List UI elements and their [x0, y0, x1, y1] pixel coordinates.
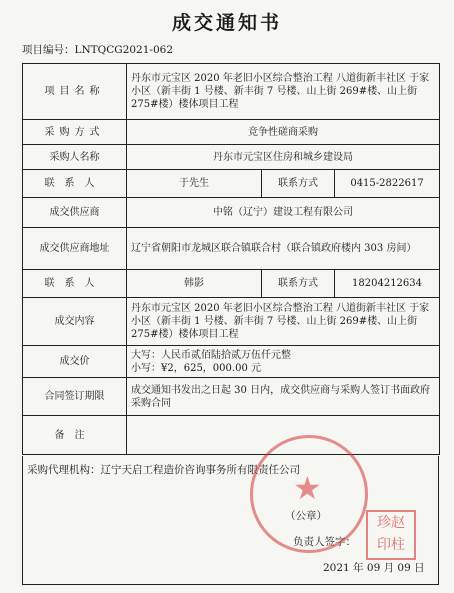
supplier-address-label: 成交供应商地址: [23, 228, 127, 270]
phone-label: 联系方式: [262, 170, 335, 198]
table-row: [23, 416, 440, 455]
remark-value: [127, 416, 440, 455]
deadline-value: 成交通知书发出之日起 30 日内，成交供应商与采购人签订书面政府采购合同: [127, 378, 440, 416]
table-row: [23, 64, 440, 120]
table-row: [23, 170, 440, 198]
buyer-label: 采购人名称: [23, 145, 127, 170]
seal-label: （公章）: [285, 510, 327, 522]
supplier-value: 中铭（辽宁）建设工程有限公司: [127, 198, 440, 228]
price-upper: 大写：人民币贰佰陆拾贰万伍仟元整: [131, 349, 291, 361]
table-row: [23, 198, 440, 228]
price-lower: 小写：¥2，625，000.00 元: [131, 362, 261, 374]
buyer-value: 丹东市元宝区住房和城乡建设局: [127, 145, 440, 170]
content-label: 成交内容: [23, 298, 127, 346]
table-row: [23, 145, 440, 170]
contact2-label: 联系人: [23, 270, 127, 298]
agency-section: [22, 456, 439, 585]
agency-name: 采购代理机构：辽宁天启工程造价咨询事务所有限责任公司: [27, 464, 300, 476]
responsible-signature-label: 负责人签字：: [293, 536, 356, 548]
phone2-label: 联系方式: [262, 270, 335, 298]
document-title: 成交通知书: [171, 12, 282, 34]
method-value: 竞争性磋商采购: [127, 120, 440, 145]
issue-date: 2021 年 09 月 09 日: [323, 562, 425, 574]
project-name-label: 项目名称: [23, 64, 127, 120]
contact2-value: 韩影: [127, 270, 262, 298]
phone2-value: 18204212634: [335, 270, 440, 298]
signature-seal: 珍赵 印柱: [366, 510, 416, 560]
remark-label: 备注: [23, 416, 127, 455]
notice-table: [22, 63, 440, 455]
project-name-value: 丹东市元宝区 2020 年老旧小区综合整治工程 八道街新丰社区 于家小区（新丰街 1 号楼、新丰街 7 号楼、山上街 269#楼、山上街 275#楼）楼体项目工程: [127, 64, 440, 120]
table-row: [23, 378, 440, 416]
content-value: 丹东市元宝区 2020 年老旧小区综合整治工程 八道街新丰社区 于家小区（新丰街 1 号楼、新丰街 7 号楼、山上街 269#楼、山上街 275#楼）楼体项目工程: [127, 298, 440, 346]
table-row: [23, 228, 440, 270]
table-row: [23, 346, 440, 378]
phone-value: 0415-2822617: [335, 170, 440, 198]
supplier-address-value: 辽宁省朝阳市龙城区联合镇联合村（联合镇政府楼内 303 房间）: [127, 228, 440, 270]
method-label: 采购方式: [23, 120, 127, 145]
supplier-label: 成交供应商: [23, 198, 127, 228]
contact-value: 于先生: [127, 170, 262, 198]
table-row: [23, 270, 440, 298]
deadline-label: 合同签订期限: [23, 378, 127, 416]
table-row: [23, 120, 440, 145]
table-row: [23, 298, 440, 346]
project-number: 项目编号：LNTQCG2021-062: [22, 44, 174, 56]
price-label: 成交价: [23, 346, 127, 378]
contact-label: 联系人: [23, 170, 127, 198]
price-value: [127, 346, 440, 378]
star-icon: ★: [293, 469, 322, 507]
